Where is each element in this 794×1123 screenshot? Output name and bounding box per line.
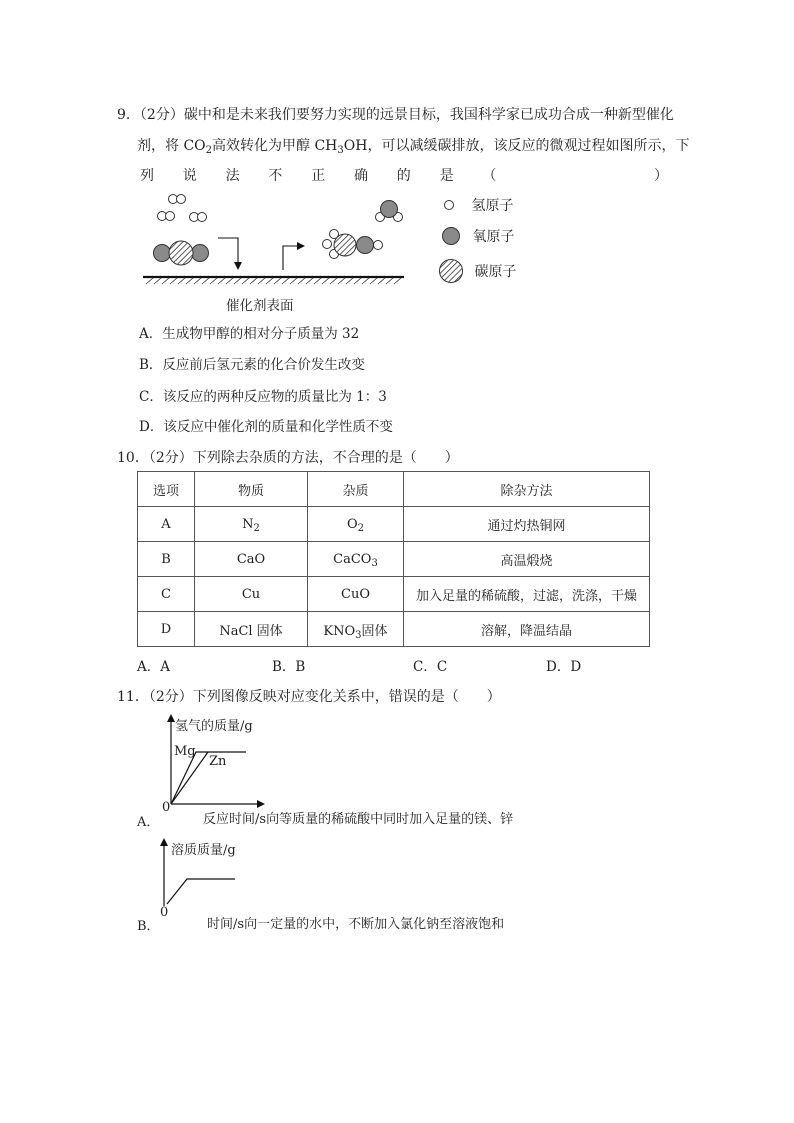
- hydrogen-molecule: [169, 195, 186, 204]
- table-cell: A: [138, 507, 195, 542]
- table-cell: NaCl 固体: [195, 612, 308, 647]
- zn-curve: [171, 752, 208, 804]
- graph-b-prefix: B．: [137, 919, 160, 934]
- q9-char: 说: [182, 168, 197, 184]
- graph-a-desc: 向等质量的稀硫酸中同时加入足量的镁、锌: [266, 812, 514, 827]
- q9-option-a[interactable]: A．生成物甲醇的相对分子质量为 32: [139, 326, 360, 342]
- table-cell: 溶解，降温结晶: [404, 612, 650, 647]
- formula-text: O: [346, 516, 358, 532]
- legend-hydrogen: [441, 195, 513, 215]
- graph-a-label-zn: Zn: [209, 754, 227, 769]
- formula-subscript: 3: [355, 629, 362, 641]
- q11-stem: 11．（2分）下列图像反映对应变化关系中，错误的是（ ）: [117, 689, 501, 705]
- hydrogen-molecule: [158, 212, 175, 221]
- q9-line1: [117, 104, 674, 124]
- q9-stem-line1: 碳中和是未来我们要努力实现的远景目标，我国科学家已成功合成一种新型催化: [183, 107, 674, 123]
- water-molecule: [376, 201, 403, 222]
- graph-b-desc: 向一定量的水中，不断加入氯化钠至溶液饱和: [244, 917, 505, 932]
- table-header: 杂质: [308, 472, 404, 507]
- q10-stem: 10．（2分）下列除去杂质的方法，不合理的是（ ）: [117, 450, 459, 466]
- q9-score: （2分）: [139, 107, 184, 123]
- table-cell: C: [138, 577, 195, 612]
- graph-b-origin: 0: [160, 905, 169, 920]
- q9-ch3oh-subscript: 3: [337, 145, 344, 156]
- table-header: 选项: [138, 472, 195, 507]
- q9-char: 是: [439, 168, 454, 184]
- table-header: 除杂方法: [404, 472, 650, 507]
- q9-line3: [140, 165, 668, 185]
- down-arrow-icon: [218, 238, 242, 270]
- q9-number: 9．: [117, 107, 140, 123]
- table-cell: CuO: [308, 577, 404, 612]
- table-cell: CaO: [195, 542, 308, 577]
- table-row: [138, 507, 650, 542]
- graph-a-caption: [203, 808, 513, 827]
- table-cell: [308, 542, 404, 577]
- table-cell: Cu: [195, 577, 308, 612]
- q9-option-c[interactable]: C．该反应的两种反应物的质量比为 1：3: [139, 389, 387, 405]
- table-header: 物质: [195, 472, 308, 507]
- hydrogen-atom-icon: [441, 196, 459, 214]
- q10-answer-a[interactable]: A．A: [137, 659, 170, 675]
- q9-line2: [137, 135, 689, 155]
- table-cell: [308, 612, 404, 647]
- q9-char: 正: [311, 168, 326, 184]
- q9-co2-subscript: 2: [205, 145, 213, 156]
- table-cell: [308, 507, 404, 542]
- graph-a-origin: 0: [162, 800, 171, 815]
- graph-b-caption: [207, 913, 504, 932]
- x-axis-arrow-icon: [257, 800, 265, 808]
- table-cell: 加入足量的稀硫酸，过滤，洗涤，干燥: [404, 577, 650, 612]
- up-right-arrow-icon: [283, 242, 305, 270]
- legend-carbon: [438, 258, 516, 284]
- graph-b-ylabel: 溶质质量/g: [171, 843, 236, 858]
- graph-b-xlabel: 时间/s: [207, 917, 245, 932]
- impurity-table: [137, 471, 650, 647]
- table-row: [138, 542, 650, 577]
- graph-a-xlabel: 反应时间/s: [203, 812, 267, 827]
- formula-text: 固体: [361, 623, 388, 639]
- q10-answer-d[interactable]: D．D: [546, 659, 582, 675]
- formula-text: CaCO: [333, 551, 372, 567]
- table-cell: 通过灼热铜网: [404, 507, 650, 542]
- graph-a-label-mg: Mg: [174, 744, 196, 759]
- carbon-atom-icon: [438, 258, 464, 284]
- legend-oxygen: [441, 226, 514, 246]
- oxygen-atom-icon: [441, 226, 461, 246]
- hydrogen-molecule: [190, 213, 207, 222]
- y-axis-arrow-icon: [167, 714, 175, 722]
- methanol-molecule: [323, 230, 383, 259]
- legend-label: 氢原子: [471, 198, 514, 214]
- legend-label: 碳原子: [474, 264, 517, 280]
- legend-label: 氧原子: [472, 229, 515, 245]
- table-header-row: [138, 472, 650, 507]
- formula-subscript: 2: [253, 522, 260, 534]
- graph-a-ylabel: 氢气的质量/g: [175, 719, 253, 734]
- table-cell: D: [138, 612, 195, 647]
- q9-char: ）: [653, 168, 668, 184]
- q10-answer-c[interactable]: C．C: [413, 659, 448, 675]
- q9-char: 的: [396, 168, 411, 184]
- q10-answer-b[interactable]: B．B: [272, 659, 306, 675]
- q9-char: 法: [225, 168, 240, 184]
- q9-char: （: [482, 168, 497, 184]
- q9-char: 列: [140, 168, 154, 184]
- catalyst-diagram: [140, 188, 420, 288]
- table-cell: 高温煅烧: [404, 542, 650, 577]
- y-axis-arrow-icon: [160, 838, 168, 846]
- formula-text: N: [242, 516, 254, 532]
- q9-stem-text: 高效转化为甲醇 CH: [212, 138, 338, 154]
- formula-subscript: 2: [357, 522, 365, 534]
- q9-option-d[interactable]: D．该反应中催化剂的质量和化学性质不变: [139, 419, 393, 435]
- formula-text: KNO: [323, 623, 356, 639]
- formula-subscript: 3: [371, 557, 378, 569]
- carbon-dioxide-molecule: [154, 241, 209, 265]
- q9-char: 确: [353, 168, 368, 184]
- table-cell: B: [138, 542, 195, 577]
- q9-stem-text: 剂，将 CO: [137, 138, 206, 154]
- q9-blank: [525, 165, 625, 185]
- graph-b-axes: [160, 838, 168, 906]
- solute-curve: [167, 879, 235, 904]
- table-row: [138, 612, 650, 647]
- catalyst-surface: [143, 277, 404, 284]
- q9-stem-text: OH，可以减缓碳排放，该反应的微观过程如图所示，下: [343, 138, 690, 154]
- q9-option-b[interactable]: B．反应前后氢元素的化合价发生改变: [139, 357, 365, 373]
- graph-a-prefix: A．: [137, 815, 160, 830]
- table-cell: [195, 507, 308, 542]
- table-row: [138, 577, 650, 612]
- q9-char: 不: [268, 168, 283, 184]
- diagram-caption: 催化剂表面: [226, 298, 294, 314]
